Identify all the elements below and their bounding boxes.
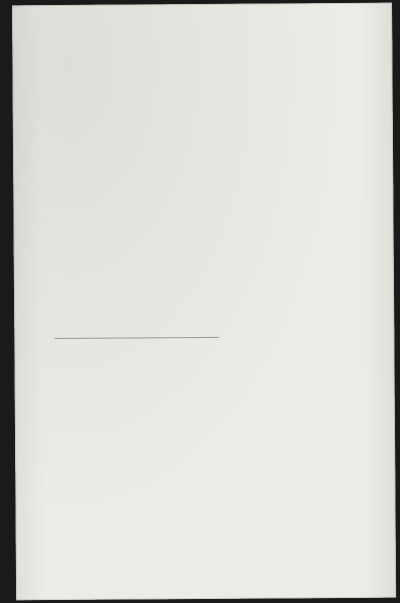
book-page [12, 3, 396, 601]
running-head [114, 25, 384, 45]
summary-heading [84, 340, 204, 341]
chapter-text [59, 476, 221, 572]
summary-list [54, 352, 220, 443]
additions-text [229, 473, 386, 569]
chapter-heading [85, 444, 235, 445]
left-column-text [52, 46, 219, 335]
section-rule [54, 337, 219, 339]
right-column-text [219, 45, 385, 454]
